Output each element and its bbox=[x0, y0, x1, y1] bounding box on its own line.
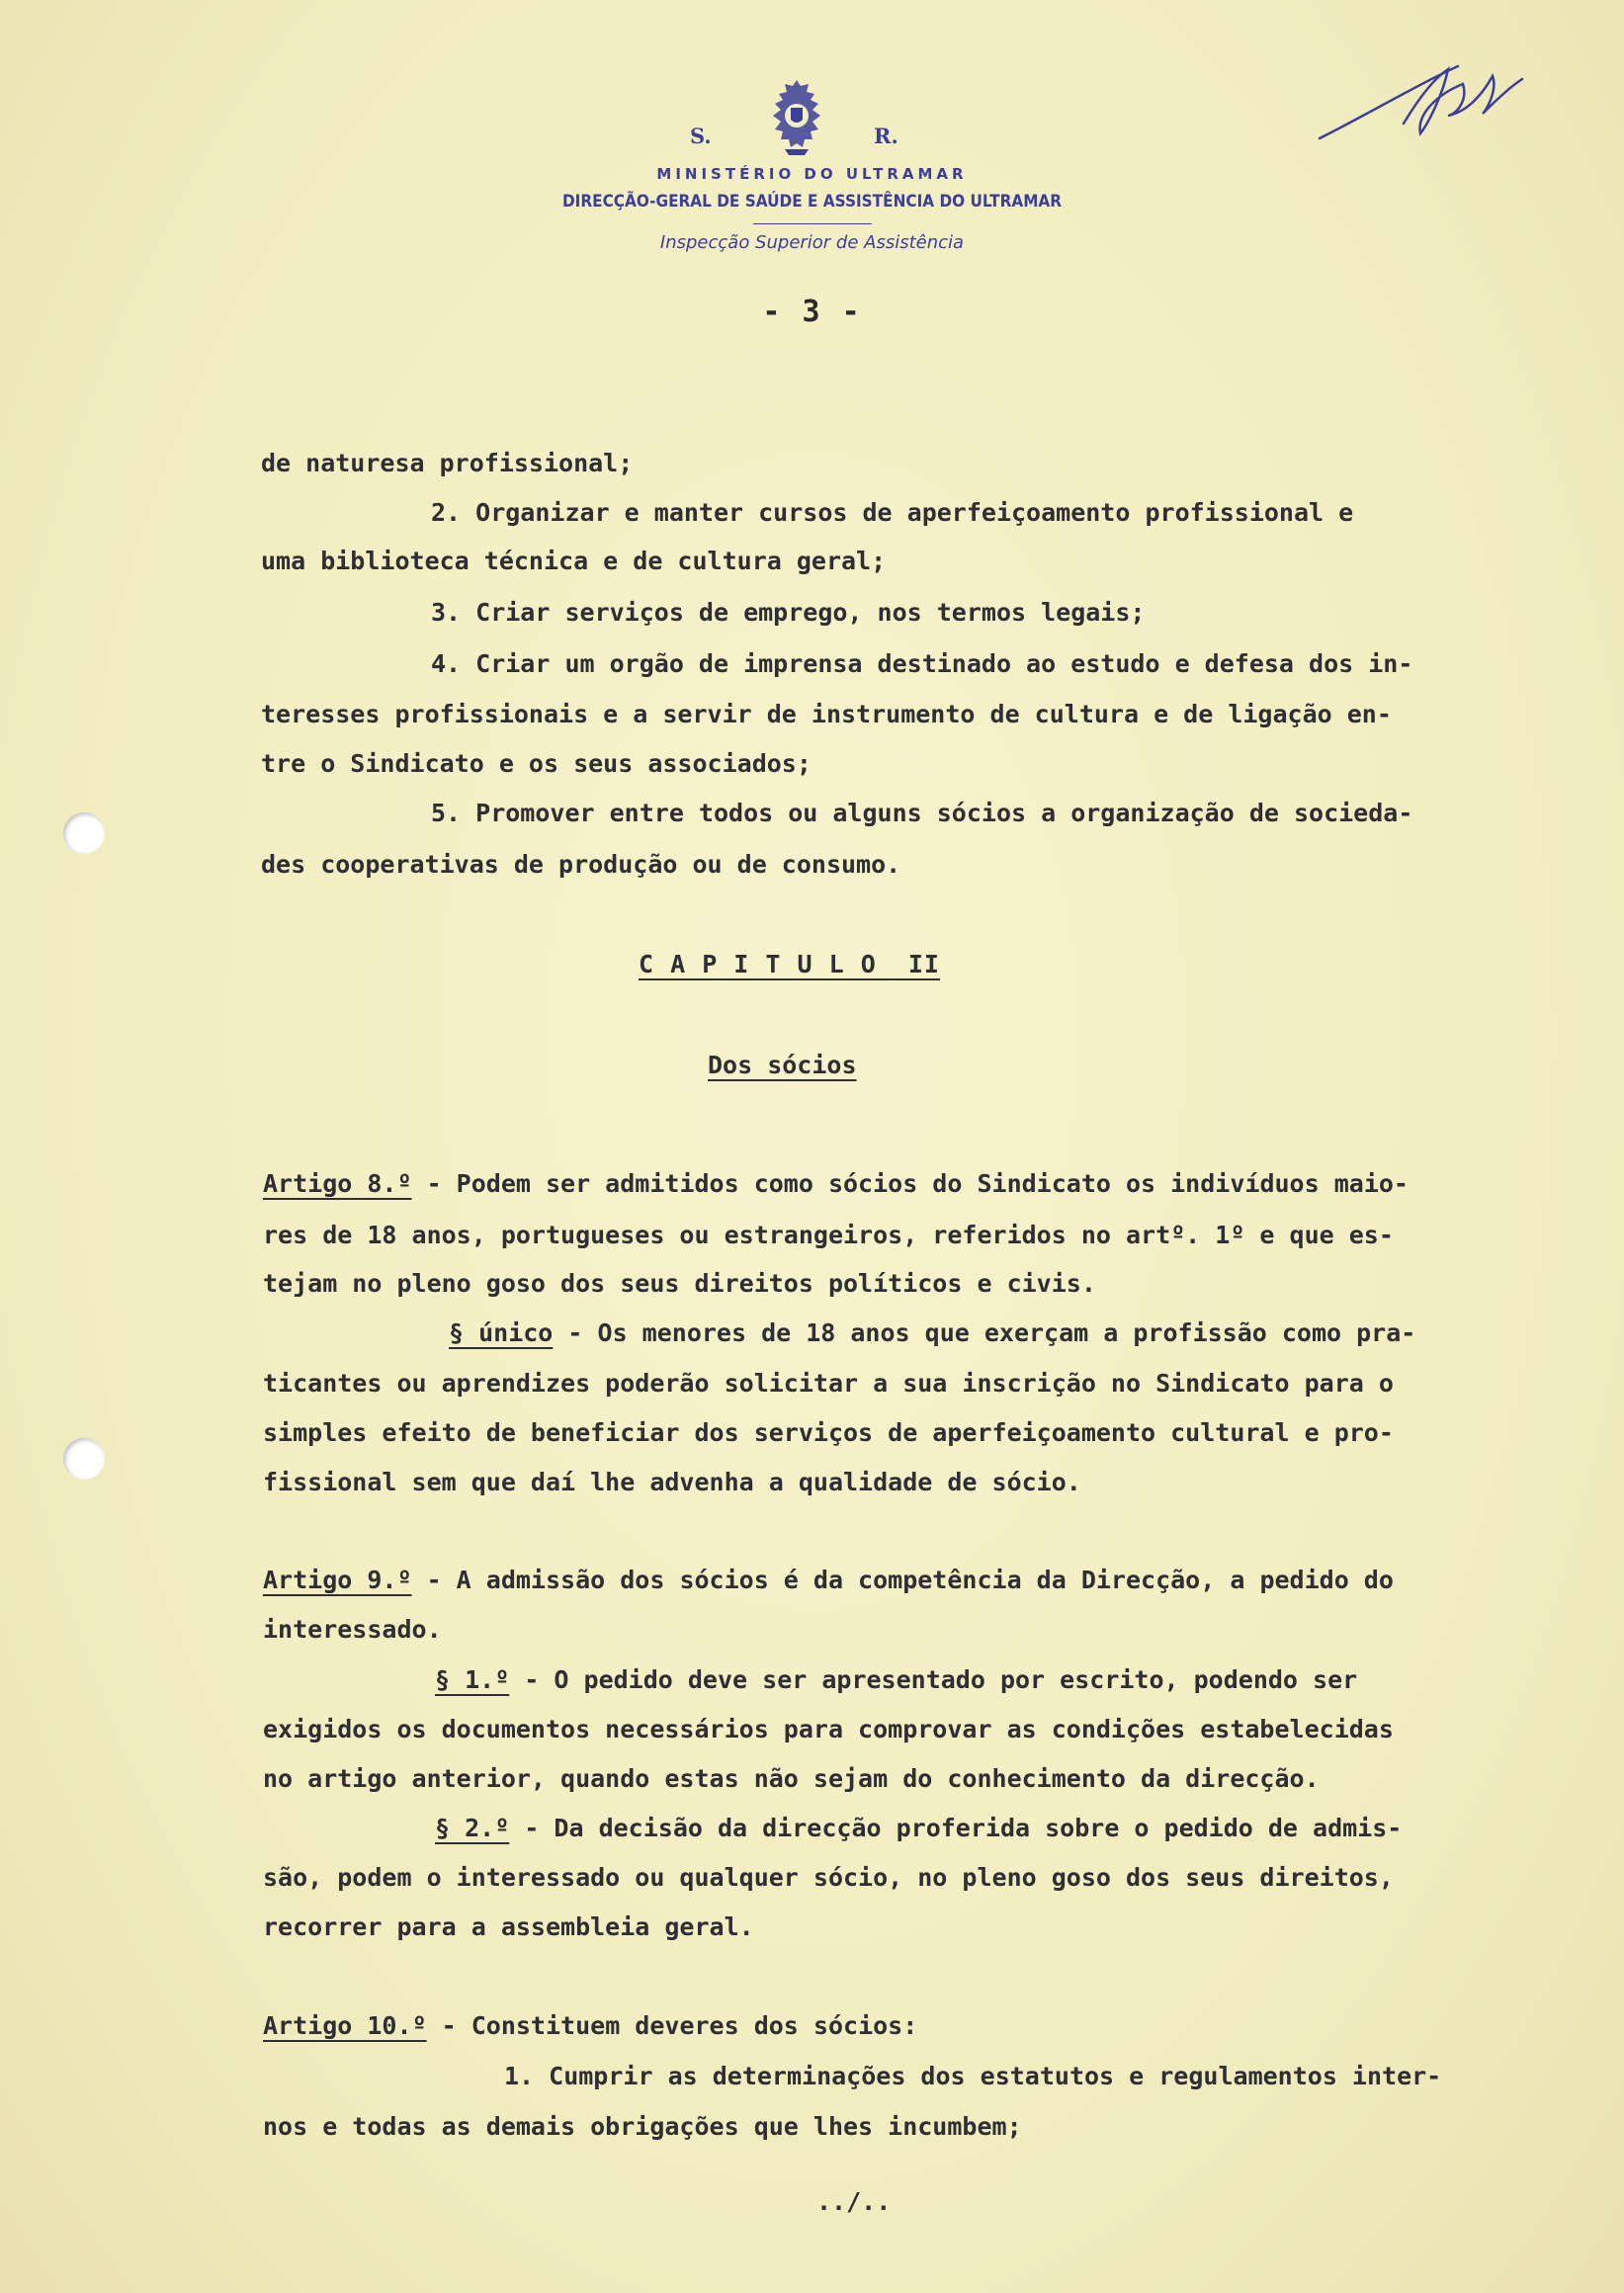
ministry-name: MINISTÉRIO DO ULTRAMAR bbox=[656, 165, 968, 183]
paragraph-2 bbox=[435, 1813, 1402, 1844]
text-line: - Os menores de 18 anos que exerçam a profissão como pra- bbox=[553, 1318, 1416, 1347]
text-line: - A admissão dos sócios é da competência da Direcção, a pedido do bbox=[411, 1566, 1394, 1594]
article-label: Artigo 10.º bbox=[263, 2011, 427, 2040]
text-line: fissional sem que daí lhe advenha a qualidade de sócio. bbox=[263, 1468, 1081, 1496]
text-line: tejam no pleno goso dos seus direitos políticos e civis. bbox=[263, 1269, 1096, 1298]
text-line: - Da decisão da direcção proferida sobre o pedido de admis- bbox=[509, 1814, 1403, 1842]
text-line: - O pedido deve ser apresentado por escrito, podendo ser bbox=[509, 1665, 1358, 1694]
text-line: são, podem o interessado ou qualquer sócio, no pleno goso dos seus direitos, bbox=[263, 1863, 1394, 1892]
section-heading: Dos sócios bbox=[708, 1051, 857, 1079]
text-line: 4. Criar um orgão de imprensa destinado ao estudo e defesa dos in- bbox=[431, 649, 1413, 678]
text-line: exigidos os documentos necessários para comprovar as condições estabelecidas bbox=[263, 1715, 1394, 1743]
text-line: nos e todas as demais obrigações que lhes incumbem; bbox=[263, 2112, 1022, 2141]
text-line: uma biblioteca técnica e de cultura geral; bbox=[261, 547, 887, 575]
header-divider bbox=[753, 223, 872, 224]
paragraph-label: § 1.º bbox=[435, 1665, 510, 1694]
page-number: - 3 - bbox=[762, 295, 862, 329]
punch-hole-top bbox=[63, 812, 105, 854]
text-line: 1. Cumprir as determinações dos estatutos e regulamentos inter- bbox=[504, 2062, 1442, 2090]
text-line: res de 18 anos, portugueses ou estrangeiros, referidos no artº. 1º e que es- bbox=[263, 1221, 1394, 1249]
continuation-mark: ../.. bbox=[816, 2187, 892, 2216]
article-9 bbox=[263, 1565, 1394, 1596]
text-line: tre o Sindicato e os seus associados; bbox=[261, 749, 812, 778]
punch-hole-bottom bbox=[63, 1438, 105, 1480]
text-line: interessado. bbox=[263, 1615, 442, 1644]
chapter-heading: C A P I T U L O II bbox=[639, 950, 940, 978]
text-line: de naturesa profissional; bbox=[261, 449, 634, 477]
text-line: - Constituem deveres dos sócios: bbox=[426, 2011, 918, 2040]
coat-of-arms-icon bbox=[761, 78, 832, 157]
article-8 bbox=[263, 1168, 1409, 1200]
text-line: recorrer para a assembleia geral. bbox=[263, 1912, 754, 1941]
inspection-name: Inspecção Superior de Assistência bbox=[659, 232, 965, 253]
text-line: des cooperativas de produção ou de consumo. bbox=[261, 850, 901, 879]
article-label: Artigo 8.º bbox=[263, 1169, 412, 1198]
text-line: 5. Promover entre todos ou alguns sócios a organização de socieda- bbox=[431, 799, 1413, 827]
text-line: ticantes ou aprendizes poderão solicitar a sua inscrição no Sindicato para o bbox=[263, 1369, 1394, 1398]
article-10 bbox=[263, 2010, 917, 2042]
paragraph-1 bbox=[435, 1664, 1357, 1696]
directorate-name: DIRECÇÃO-GERAL DE SAÚDE E ASSISTÊNCIA DO ULTRAMAR bbox=[561, 192, 1063, 212]
text-line: no artigo anterior, quando estas não sejam do conhecimento da direcção. bbox=[263, 1764, 1320, 1793]
letterhead-r: R. bbox=[874, 124, 898, 148]
letterhead-s: S. bbox=[690, 124, 712, 148]
text-line: teresses profissionais e a servir de instrumento de cultura e de ligação en- bbox=[261, 700, 1392, 728]
paragraph-label: § 2.º bbox=[435, 1814, 510, 1842]
text-line: - Podem ser admitidos como sócios do Sindicato os indivíduos maio- bbox=[411, 1169, 1409, 1198]
text-line: simples efeito de beneficiar dos serviços de aperfeiçoamento cultural e pro- bbox=[263, 1418, 1394, 1447]
article-label: Artigo 9.º bbox=[263, 1566, 412, 1594]
text-line: 2. Organizar e manter cursos de aperfeiçoamento profissional e bbox=[431, 498, 1354, 527]
paragraph-unico bbox=[449, 1317, 1415, 1349]
text-line: 3. Criar serviços de emprego, nos termos legais; bbox=[431, 598, 1146, 627]
paragraph-label: § único bbox=[449, 1318, 554, 1347]
letterhead bbox=[0, 74, 1624, 253]
